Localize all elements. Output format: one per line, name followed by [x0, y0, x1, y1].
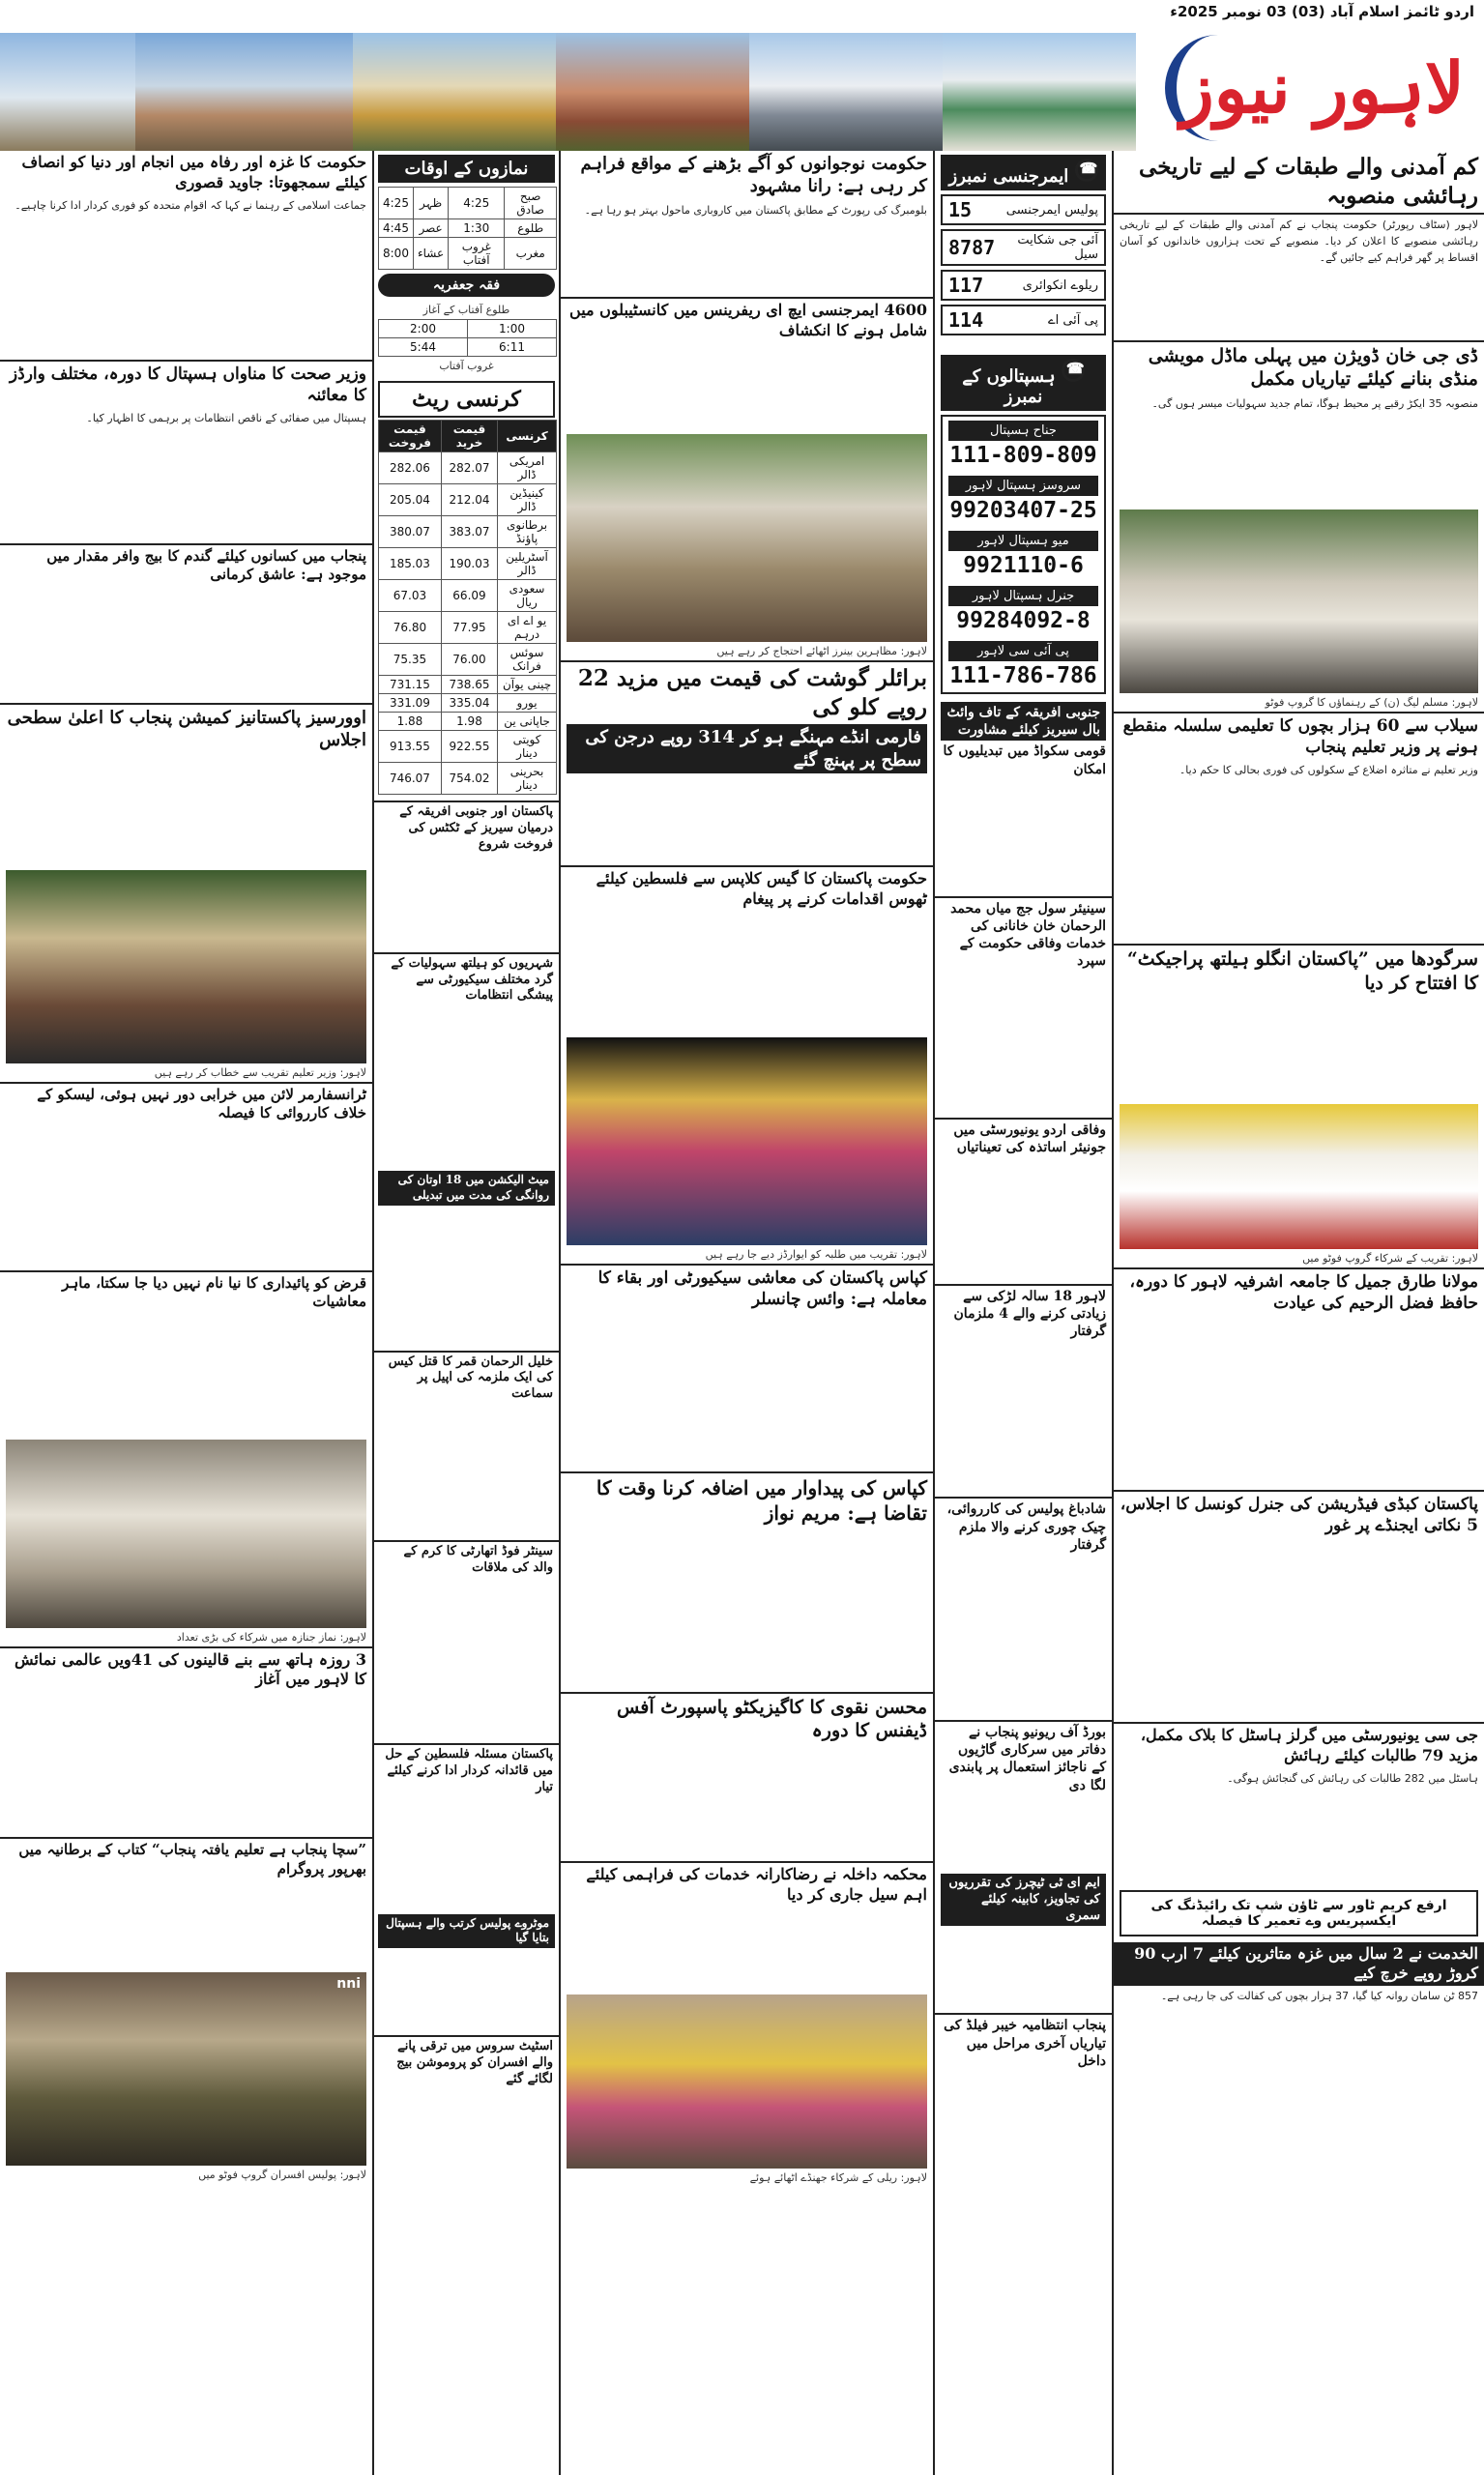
caption-protest: لاہور: مظاہرین بینرز اٹھائے احتجاج کر رہے ہیں [716, 645, 927, 658]
column-mid [559, 151, 933, 2475]
caption-rally: لاہور: ریلی کے شرکاء جھنڈے اٹھائے ہوئے [749, 2170, 927, 2184]
currency-row [379, 676, 557, 694]
sun-table [378, 319, 557, 357]
table-cell: 1.88 [379, 713, 442, 731]
table-cell: 4:45 [379, 219, 414, 238]
emergency-row: 114 پی آئی اے [941, 305, 1106, 335]
currency-row [379, 731, 557, 763]
table-cell: 335.04 [441, 694, 497, 713]
hospital-number: 9921110-6 [963, 553, 1084, 578]
body-debt [0, 1314, 372, 1440]
body-health-project [1114, 998, 1484, 1104]
currency-row [379, 452, 557, 484]
masthead-banner [0, 25, 1484, 151]
table-cell: عصر [413, 219, 448, 238]
body-home-dept [561, 1907, 933, 1995]
table-cell: غروب آفتاب [449, 238, 505, 270]
headline-arrest: لاہور 18 سالہ لڑکی سے زیادتی کرنے والے 4 ملزمان گرفتار [935, 1284, 1112, 1343]
headline-series-tickets: پاکستان اور جنوبی افریقہ کے درمیان سیریز کے ٹکٹس کی فروخت شروع [374, 801, 559, 856]
body-flood-education: وزیر تعلیم نے متاثرہ اضلاع کے سکولوں کی فوری بحالی کا حکم دیا۔ [1178, 764, 1478, 777]
emergency-row: 8787 آئی جی شکایت سیل [941, 229, 1106, 266]
body-health-minister: ہسپتال میں صفائی کے ناقص انتظامات پر برہمی کا اظہار کیا۔ [86, 411, 366, 424]
prayer-times-title: نمازوں کے اوقات [378, 155, 555, 183]
body-urdu-university [935, 1158, 1112, 1284]
body-kabaddi [1114, 1538, 1484, 1722]
headline-khalil-case: خلیل الرحمان قمر کا قتل کیس کی ایک ملزمہ کی اپیل پر سماعت [374, 1351, 559, 1406]
table-cell: سوئس فرانک [498, 644, 557, 676]
photo-funeral-prayer [6, 1440, 366, 1628]
body-tariq-jameel [1114, 1316, 1484, 1490]
currency-row [379, 516, 557, 548]
table-cell: 205.04 [379, 484, 442, 516]
table-cell: امریکی ڈالر [498, 452, 557, 484]
headline-gas-palestine: حکومت پاکستان کا گیس کلاپس سے فلسطین کیلئے ٹھوس اقدامات کرنے پر پیغام [561, 865, 933, 912]
phone-icon [1075, 159, 1098, 182]
table-cell: 4:25 [379, 188, 414, 219]
sunrise-label: طلوع آفتاب کے آغاز [422, 304, 510, 316]
currency-row [379, 580, 557, 612]
currency-row [379, 713, 557, 731]
table-cell: 754.02 [441, 763, 497, 795]
table-row [379, 320, 557, 338]
table-cell: 185.03 [379, 548, 442, 580]
body-book [0, 1880, 372, 1972]
body-health-facilities [374, 1006, 559, 1171]
table-cell: قیمت خرید [441, 421, 497, 452]
photo-tag: nni [336, 1976, 361, 1993]
banner-photo-minar [0, 33, 135, 151]
caption-police-officers: لاہور: پولیس افسران گروپ فوٹو میں [198, 2169, 366, 2182]
table-cell: بحرینی دینار [498, 763, 557, 795]
table-row [379, 188, 557, 219]
headline-tariq-jameel: مولانا طارق جمیل کا جامعہ اشرفیہ لاہور کا دورہ، حافظ فضل الرحیم کی عیادت [1129, 1271, 1478, 1313]
photo-award-ceremony [567, 1037, 927, 1245]
table-cell: برطانوی پاؤنڈ [498, 516, 557, 548]
table-cell: 76.00 [441, 644, 497, 676]
hospital-number: 99284092-8 [956, 608, 1091, 633]
headline-book: ”سچا پنجاب ہے تعلیم یافتہ پنجاب“ کتاب کے برطانیہ میں بھرپور پروگرام [0, 1837, 372, 1880]
headline-urdu-university: وفاقی اردو یونیورسٹی میں جونیئر اساتذہ کی تعیناتیاں [935, 1118, 1112, 1158]
headline-food-authority: سینٹر فوڈ اتھارٹی کا کرم کے والد کی ملاقات [374, 1540, 559, 1579]
column-right [1112, 151, 1484, 2475]
table-cell: 282.06 [379, 452, 442, 484]
body-rana-mashhood: بلومبرگ کی رپورٹ کے مطابق پاکستان میں کاروباری ماحول بہتر ہو رہا ہے۔ [584, 203, 927, 217]
headline-home-dept: محکمہ داخلہ نے رضاکارانہ خدمات کی فراہمی کیلئے اہم سیل جاری کر دیا [561, 1861, 933, 1907]
headline-cotton-vc: کپاس پاکستان کی معاشی سیکیورٹی اور بقاء کا معاملہ ہے: وائس چانسلر [561, 1264, 933, 1312]
currency-row [379, 612, 557, 644]
hospital-number: 111-786-786 [949, 663, 1097, 688]
headline-flood-education: سیلاب سے 60 ہزار بچوں کا تعلیمی سلسلہ منقطع ہونے پر وزیر تعلیم پنجاب [1122, 716, 1478, 758]
table-cell: 66.09 [441, 580, 497, 612]
currency-row [379, 763, 557, 795]
body-gcu-hostel: ہاسٹل میں 282 طالبات کی رہائش کی گنجائش ہوگی۔ [1227, 1771, 1478, 1785]
table-cell: 738.65 [441, 676, 497, 694]
headline-overseas: اوورسیز پاکستانیز کمیشن پنجاب کا اعلیٰ سطحی اجلاس [0, 703, 372, 754]
headline-squad-changes: قومی سکواڈ میں تبدیلیوں کا امکان [943, 743, 1106, 777]
currency-table [378, 420, 557, 795]
headline-eggs: فارمی انڈے مہنگے ہو کر 314 روپے درجن کی سطح پر پہنچ گئے [567, 724, 927, 773]
table-cell: 6:11 [468, 338, 557, 357]
table-cell: 331.09 [379, 694, 442, 713]
phone-icon [1062, 359, 1085, 382]
table-cell: 731.15 [379, 676, 442, 694]
currency-title: کرنسی ریٹ [378, 381, 555, 418]
body-shadbagh [935, 1556, 1112, 1720]
table-cell: سعودی ریال [498, 580, 557, 612]
hospital-name: میو ہسپتال لاہور [948, 531, 1098, 551]
banner-photo-fort [135, 33, 353, 151]
table-row [379, 338, 557, 357]
caption-funeral-prayer: لاہور: نماز جنازہ میں شرکاء کی بڑی تعداد [176, 1630, 366, 1644]
table-cell: 76.80 [379, 612, 442, 644]
table-cell: مغرب [505, 238, 557, 270]
headline-cotton-maryam: کپاس کی پیداوار میں اضافہ کرنا وقت کا تقاضا ہے: مریم نواز [561, 1471, 933, 1528]
hospital-number: 99203407-25 [949, 498, 1097, 523]
friday-label: فقہ جعفریہ [378, 274, 555, 297]
table-cell: 1:00 [468, 320, 557, 338]
table-cell: آسٹریلین ڈالر [498, 548, 557, 580]
hospitals-title: ☎ ہسپتالوں کے نمبرز [941, 355, 1106, 411]
table-cell: ظہر [413, 188, 448, 219]
headline-motorway: موٹروے پولیس کرتب والے ہسپتال بتایا گیا [378, 1914, 555, 1948]
body-cotton-vc [561, 1312, 933, 1471]
body-teachers [935, 1926, 1112, 2013]
body-alkhidmat: 857 ٹن سامان روانہ کیا گیا، 37 ہزار بچوں کی کفالت کی جا رہی ہے۔ [1160, 1990, 1478, 2003]
body-broiler [561, 773, 933, 865]
body-motorway [374, 1948, 559, 2035]
headline-wheat-seed: پنجاب میں کسانوں کیلئے گندم کا بیج وافر مقدار میں موجود ہے: عاشق کرمانی [46, 546, 366, 584]
caption-minister-speech: لاہور: وزیر تعلیم تقریب سے خطاب کر رہے ہیں [154, 1065, 366, 1079]
banner-photo-museum [556, 33, 749, 151]
lead-headline: کم آمدنی والے طبقات کے لیے تاریخی رہائشی منصوبہ [1114, 151, 1484, 215]
table-cell: 75.35 [379, 644, 442, 676]
body-meet-election [374, 1206, 559, 1351]
photo-protest [567, 434, 927, 642]
table-cell: 1:30 [449, 219, 505, 238]
table-cell: 190.03 [441, 548, 497, 580]
headline-cattle-market: ڈی جی خان ڈویژن میں پہلی ماڈل مویشی منڈی بنانے کیلئے تیاریاں مکمل [1148, 344, 1478, 391]
caption-ceremony-group: لاہور: تقریب کے شرکاء گروپ فوٹو میں [1302, 1251, 1478, 1265]
table-cell: عشاء [413, 238, 448, 270]
prayer-times-table [378, 187, 557, 270]
headline-rana-mashhood: حکومت نوجوانوں کو آگے بڑھنے کے مواقع فراہم کر رہی ہے: رانا مشہود [580, 154, 927, 197]
table-cell: صبح صادق [505, 188, 557, 219]
table-cell: کویتی دینار [498, 731, 557, 763]
table-cell: 282.07 [441, 452, 497, 484]
headline-promotion: اسٹیٹ سروس میں ترقی پانے والے افسران کو پروموشن بیج لگائے گئے [374, 2035, 559, 2090]
hospital-name: جناح ہسپتال [948, 421, 1098, 441]
table-cell: قیمت فروخت [379, 421, 442, 452]
body-cotton-maryam [561, 1528, 933, 1692]
table-cell: 5:44 [379, 338, 468, 357]
lead-body: لاہور (سٹاف رپورٹر) حکومت پنجاب نے کم آمدنی والے طبقات کے لیے تاریخی رہائشی منصوبے کا اعلان کر دیا۔ منصوبے کے تحت ہزاروں خاندانوں کو آسان اقساط پر گھر فراہم کیے جائیں گے۔ [1120, 218, 1478, 264]
emergency-list [935, 194, 1112, 335]
table-cell: 383.07 [441, 516, 497, 548]
hospital-name: جنرل ہسپتال لاہور [948, 586, 1098, 606]
headline-debt: قرض کو پائیداری کا نیا نام نہیں دیا جا سکتا، ماہر معاشیات [0, 1270, 372, 1314]
caption-award-ceremony: لاہور: تقریب میں طلبہ کو ایوارڈز دیے جا رہے ہیں [705, 1247, 927, 1261]
table-cell: یورو [498, 694, 557, 713]
headline-carpets: 3 روزہ ہاتھ سے بنے قالینوں کی 41ویں عالمی نمائش کا لاہور میں آغاز [0, 1646, 372, 1693]
table-cell: جاپانی ین [498, 713, 557, 731]
table-row [379, 238, 557, 270]
table-cell: کینیڈین ڈالر [498, 484, 557, 516]
table-cell: کرنسی [498, 421, 557, 452]
column-phones [933, 151, 1112, 2475]
banner-photo-road [749, 33, 943, 151]
masthead-logo: لاہور نیوز [1179, 46, 1465, 129]
headline-transformer: ٹرانسفارمر لائن میں خرابی دور نہیں ہوئی، لیسکو کے خلاف کارروائی کا فیصلہ [0, 1082, 372, 1125]
table-cell: 2:00 [379, 320, 468, 338]
body-naqvi [561, 1745, 933, 1861]
table-row [379, 219, 557, 238]
caption-group-men: لاہور: مسلم لیگ (ن) کے رہنماؤں کا گروپ فوٹو [1265, 696, 1478, 710]
photo-ceremony-group [1120, 1104, 1478, 1249]
body-cattle-market: منصوبہ 35 ایکڑ رقبے پر محیط ہوگا، تمام جدید سہولیات میسر ہوں گی۔ [1151, 397, 1478, 411]
hospital-name: سروسز ہسپتال لاہور [948, 476, 1098, 496]
column-left [0, 151, 372, 2475]
sunset-label: غروب آفتاب [439, 360, 494, 372]
table-cell: 380.07 [379, 516, 442, 548]
photo-police-officers [6, 1972, 366, 2166]
headline-kabaddi: پاکستان کبڈی فیڈریشن کی جنرل کونسل کا اجلاس، 5 نکاتی ایجنڈے پر غور [1120, 1494, 1478, 1535]
body-arrest [935, 1342, 1112, 1497]
headline-shadbagh: شادباغ پولیس کی کارروائی، چیک چوری کرنے والا ملزم گرفتار [935, 1497, 1112, 1556]
table-row [379, 421, 557, 452]
table-cell: 922.55 [441, 731, 497, 763]
table-cell: 913.55 [379, 731, 442, 763]
headline-health-minister: وزیر صحت کا مناواں ہسپتال کا دورہ، مختلف وارڈز کا معائنہ [9, 364, 366, 405]
body-javed-qasuri: جماعت اسلامی کے رہنما نے کہا کہ اقوام متحدہ کو فوری کردار ادا کرنا چاہیے۔ [15, 198, 366, 212]
hospital-number: 111-809-809 [949, 443, 1097, 468]
table-cell: چینی یوآن [498, 676, 557, 694]
headline-board-revenue: بورڈ آف ریونیو پنجاب نے دفاتر میں سرکاری گاڑیوں کے ناجائز استعمال پر پابندی لگا دی [935, 1720, 1112, 1796]
photo-rally [567, 1995, 927, 2169]
hospital-list [941, 415, 1106, 694]
body-4600 [561, 342, 933, 434]
headline-health-project: سرگودھا میں ”پاکستان انگلو ہیلتھ پراجیکٹ“ کا افتتاح کر دیا [1126, 948, 1478, 995]
photo-minister-speech [6, 870, 366, 1063]
body-series-tickets [374, 856, 559, 952]
headline-gcu-hostel: جی سی یونیورسٹی میں گرلز ہاسٹل کا بلاک مکمل، مزید 79 طالبات کیلئے رہائش [1140, 1726, 1478, 1764]
body-gas-palestine [561, 912, 933, 1037]
headline-naqvi: محسن نقوی کا کاگیزیکٹو پاسپورٹ آفس ڈیفنس کا دورہ [561, 1692, 933, 1745]
headline-broiler: برائلر گوشت کی قیمت میں مزید 22 روپے کلو کی [561, 660, 933, 724]
table-cell: یو اے ای درہم [498, 612, 557, 644]
body-board-revenue [935, 1796, 1112, 1874]
body-overseas [0, 754, 372, 870]
headline-teachers: ایم ای ٹی ٹیچرز کی تقرریوں کی تجاویز، کابینہ کیلئے سمری [941, 1874, 1106, 1927]
column-times [372, 151, 559, 2475]
body-food-authority [374, 1579, 559, 1743]
masthead [1136, 25, 1484, 151]
emergency-row: 15 پولیس ایمرجنسی [941, 194, 1106, 225]
table-cell: 77.95 [441, 612, 497, 644]
headline-palestine-role: پاکستان مسئلہ فلسطین کے حل میں قائدانہ کردار ادا کرنے کیلئے تیار [374, 1743, 559, 1798]
body-transformer [0, 1125, 372, 1270]
headline-health-facilities: شہریوں کو ہیلتھ سہولیات کے گرد مختلف سیکیورٹی سے پیشگی انتظامات [374, 952, 559, 1007]
currency-row [379, 694, 557, 713]
headline-judge: سینیئر سول جج میاں محمد الرحمان خان خانانی کی خدمات وفاقی حکومت کے سپرد [935, 896, 1112, 973]
body-carpets [0, 1692, 372, 1837]
table-cell: 746.07 [379, 763, 442, 795]
banner-photo-wapda [353, 33, 556, 151]
hospital-name: پی آئی سی لاہور [948, 641, 1098, 661]
headline-alkhidmat: الخدمت نے 2 سال میں غزہ متاثرین کیلئے 7 ارب 90 کروڑ روپے خرچ کیے [1114, 1942, 1484, 1987]
table-cell: 8:00 [379, 238, 414, 270]
table-cell: 212.04 [441, 484, 497, 516]
currency-row [379, 548, 557, 580]
dateline: اردو ٹائمز اسلام آباد (03) 03 نومبر 2025ء [1170, 3, 1474, 20]
banner-photo-shrine [943, 33, 1136, 151]
table-cell: طلوع [505, 219, 557, 238]
headline-white-ball: جنوبی افریقہ کے تاف وائٹ بال سیریز کیلئے مشاورت [941, 702, 1106, 741]
body-khalil-case [374, 1405, 559, 1540]
headline-khyber: پنجاب انتظامیہ خیبر فیلڈ کی تیاریاں آخری مراحل میں داخل [935, 2013, 1112, 2072]
body-palestine-role [374, 1798, 559, 1914]
note-expressway: ارفع کریم ٹاور سے ٹاؤن شپ تک رائیڈنگ کی ایکسپریس وے تعمیر کا فیصلہ [1120, 1890, 1478, 1936]
table-cell: 67.03 [379, 580, 442, 612]
currency-row [379, 644, 557, 676]
headline-4600: 4600 ایمرجنسی ایچ ای ریفرینس میں کانسٹیبلوں میں شامل ہونے کا انکشاف [569, 300, 927, 339]
photo-group-men [1120, 510, 1478, 693]
headline-javed-qasuri: حکومت کا غزہ اور رفاہ میں انجام اور دنیا کو انصاف کیلئے سمجھوتا: جاوید قصوری [21, 153, 366, 191]
headline-meet-election: میٹ الیکشن میں 18 اوتان کی روانگی کی مدت میں تبدیلی [378, 1171, 555, 1205]
body-wheat-seed [0, 587, 372, 703]
currency-row [379, 484, 557, 516]
body-squad [935, 780, 1112, 896]
emergency-row: 117 ریلوے انکوائری [941, 270, 1106, 301]
table-cell: 4:25 [449, 188, 505, 219]
table-cell: 1.98 [441, 713, 497, 731]
body-judge [935, 973, 1112, 1118]
emergency-title: ☎ ایمرجنسی نمبرز [941, 155, 1106, 190]
